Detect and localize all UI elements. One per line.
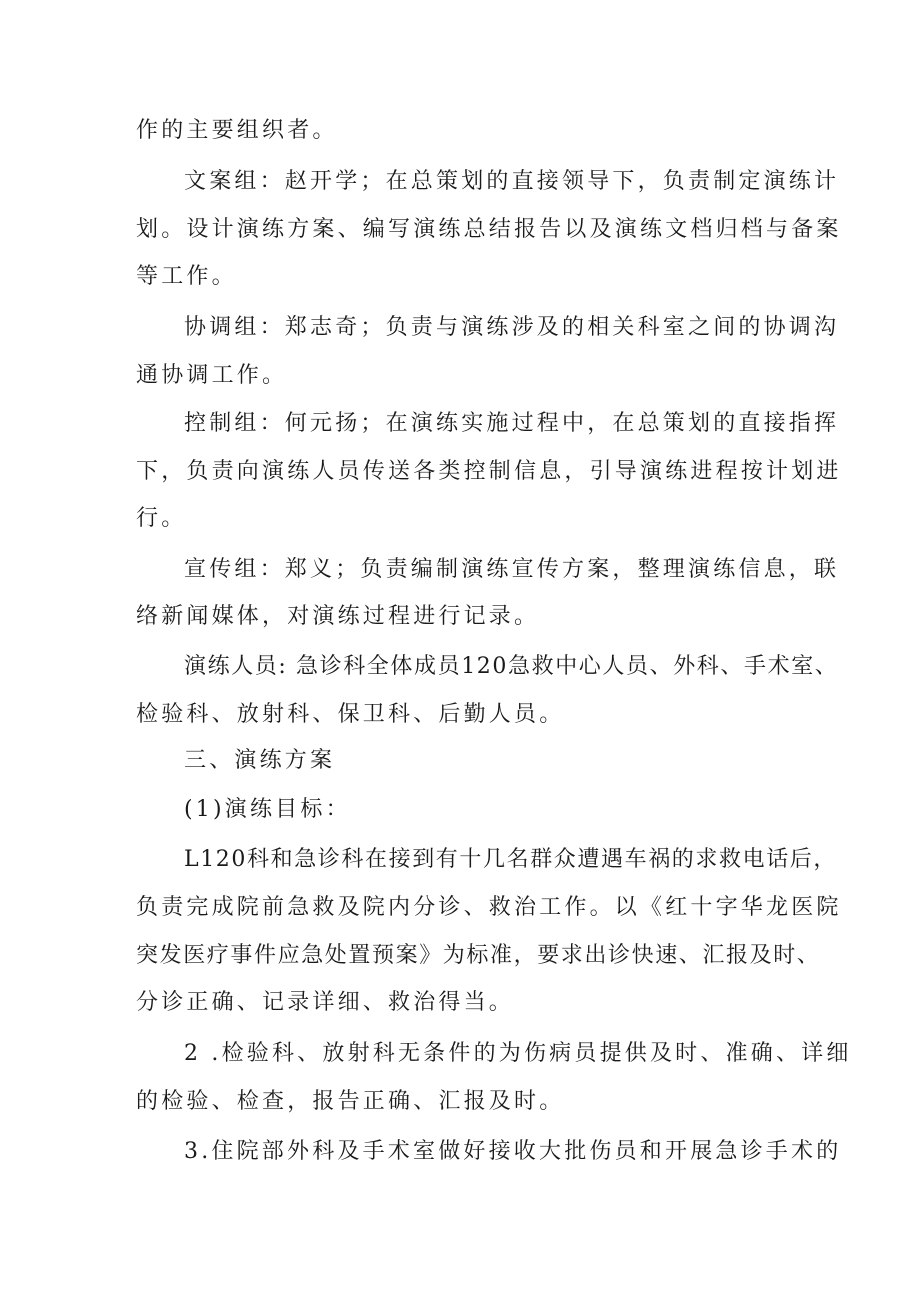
text-line-17: 负责完成院前急救及院内分诊、救治工作。以《红十字华龙医院 bbox=[136, 895, 842, 920]
text-line-1: 作的主要组织者。 bbox=[136, 118, 338, 143]
text-line-4: 等工作。 bbox=[136, 264, 237, 289]
text-line-22: 3.住院部外科及手术室做好接收大批伤员和开展急诊手术的 bbox=[184, 1139, 842, 1164]
text-line-6: 通协调工作。 bbox=[136, 363, 288, 388]
text-line-7: 控制组：何元扬；在演练实施过程中，在总策划的直接指挥 bbox=[184, 411, 840, 436]
text-line-11: 络新闻媒体，对演练过程进行记录。 bbox=[136, 604, 540, 629]
section-heading: 三、演练方案 bbox=[184, 748, 336, 773]
text-line-20: 2 .检验科、放射科无条件的为伤病员提供及时、准确、详细 bbox=[184, 1041, 852, 1066]
text-line-19: 分诊正确、记录详细、救治得当。 bbox=[136, 990, 515, 1015]
text-line-13: 检验科、放射科、保卫科、后勤人员。 bbox=[136, 702, 565, 727]
subsection-heading: (1)演练目标： bbox=[184, 797, 351, 822]
text-line-16: L120科和急诊科在接到有十几名群众遭遇车祸的求救电话后， bbox=[184, 847, 838, 872]
text-line-21: 的检验、检查，报告正确、汇报及时。 bbox=[136, 1089, 565, 1114]
text-line-12: 演练人员: 急诊科全体成员120急救中心人员、外科、手术室、 bbox=[184, 654, 839, 679]
text-line-3: 划。设计演练方案、编写演练总结报告以及演练文档归档与备案 bbox=[136, 217, 842, 242]
text-line-5: 协调组：郑志奇；负责与演练涉及的相关科室之间的协调沟 bbox=[184, 315, 840, 340]
text-line-2: 文案组：赵开学；在总策划的直接领导下，负责制定演练计 bbox=[184, 169, 840, 194]
text-line-8: 下，负责向演练人员传送各类控制信息，引导演练进程按计划进 bbox=[136, 459, 842, 484]
text-line-18: 突发医疗事件应急处置预案》为标准，要求出诊快速、汇报及时、 bbox=[136, 943, 821, 968]
text-line-10: 宣传组：郑义；负责编制演练宣传方案，整理演练信息，联 bbox=[184, 557, 840, 582]
text-line-9: 行。 bbox=[136, 506, 187, 531]
